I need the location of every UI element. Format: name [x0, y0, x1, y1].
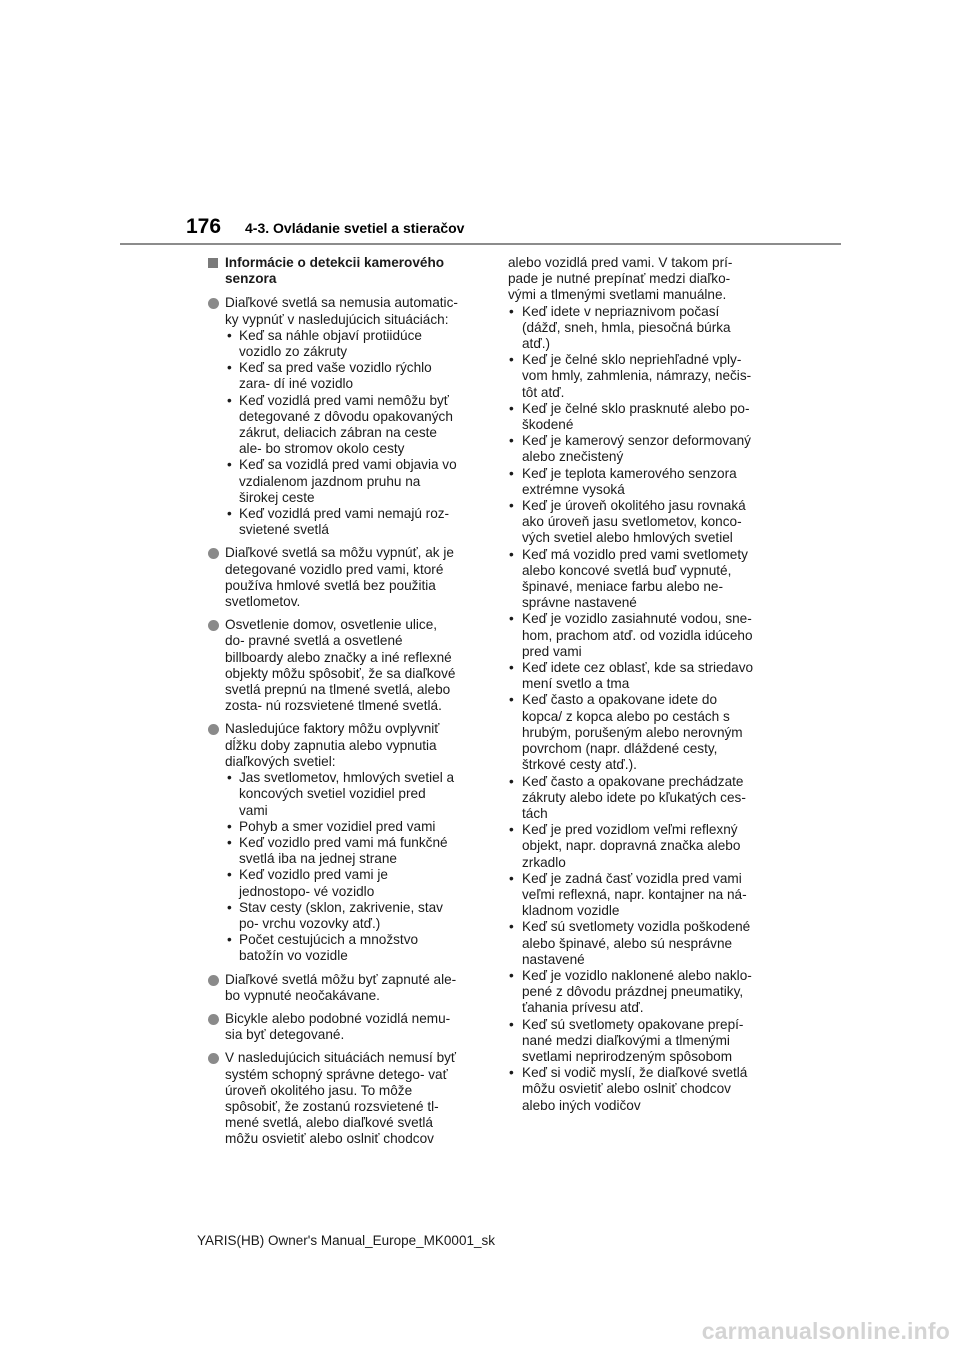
list-item: • Keď je teplota kamerového senzora extrémne vysoká [491, 466, 756, 498]
paragraph-7 [208, 1050, 458, 1147]
paragraph-text: Diaľkové svetlá môžu byť zapnuté ale- bo vypnuté neočakávane. [225, 971, 457, 1003]
list-item: • Keď má vozidlo pred vami svetlomety alebo koncové svetlá buď vypnuté, špinavé, meniace farbu alebo ne- správne nastavené [491, 547, 756, 612]
right-column [491, 255, 756, 1114]
paragraph-text: Nasledujúce faktory môžu ovplyvniť dĺžku doby zapnutia alebo vypnutia diaľkových svetiel: [225, 721, 440, 769]
list-item: • Keď často a opakovane prechádzate zákruty alebo idete po kľukatých ces- tách [491, 774, 756, 823]
list-item: • Keď idete v nepriaznivom počasí (dážď, sneh, hmla, piesočná búrka atď.) [491, 304, 756, 353]
list-item: • Keď vozidlo pred vami je jednostopo- vé vozidlo [225, 867, 458, 899]
list-item: • Počet cestujúcich a množstvo batožín vo vozidle [225, 932, 458, 964]
paragraph-text: Diaľkové svetlá sa môžu vypnúť, ak je detegované vozidlo pred vami, ktoré používa hmlové svetlá bez použitia svetlometov. [225, 545, 454, 610]
circle-bullet-icon [208, 975, 219, 986]
list-item: • Keď je pred vozidlom veľmi reflexný objekt, napr. dopravná značka alebo zrkadlo [491, 822, 756, 871]
paragraph-text: Bicykle alebo podobné vozidlá nemu- sia byť detegované. [225, 1010, 451, 1043]
list-item: • Pohyb a smer vozidiel pred vami [225, 819, 458, 835]
left-column [208, 255, 458, 1155]
list-item: • Keď sa náhle objaví protiidúce vozidlo zo zákruty [225, 328, 458, 360]
circle-bullet-icon [208, 620, 219, 631]
list-item: • Keď sa vozidlá pred vami objavia vo vzdialenom jazdnom pruhu na širokej ceste [225, 457, 458, 506]
bullet-list [491, 304, 756, 1114]
list-item: • Keď sa pred vaše vozidlo rýchlo zara- dí iné vozidlo [225, 360, 458, 392]
list-item: • Keď je čelné sklo prasknuté alebo po- škodené [491, 401, 756, 433]
circle-bullet-icon [208, 724, 219, 735]
section-heading [208, 255, 458, 287]
section-title: 4-3. Ovládanie svetiel a stieračov [245, 220, 465, 236]
list-item: • Keď sú svetlomety vozidla poškodené alebo špinavé, alebo sú nesprávne nastavené [491, 919, 756, 968]
bullet-list [225, 328, 458, 539]
list-item: • Keď si vodič myslí, že diaľkové svetlá môžu osvietiť alebo oslniť chodcov alebo iných vodičov [491, 1065, 756, 1114]
list-item: • Keď idete cez oblasť, kde sa striedavo mení svetlo a tma [491, 660, 756, 692]
header-divider [120, 243, 841, 245]
list-item: • Keď sú svetlomety opakovane prepí- nané medzi diaľkovými a tlmenými svetlami neprirodzeným spôsobom [491, 1017, 756, 1066]
circle-bullet-icon [208, 298, 219, 309]
list-item: • Keď je čelné sklo nepriehľadné vply- vom hmly, zahmlenia, námrazy, nečis- tôt atď. [491, 352, 756, 401]
section-heading-text: Informácie o detekcii kamerového senzora [225, 255, 445, 287]
list-item: • Keď je úroveň okolitého jasu rovnaká ako úroveň jasu svetlometov, konco- vých svetiel alebo hmlových svetiel [491, 498, 756, 547]
paragraph-4 [208, 721, 458, 964]
list-item: • Keď často a opakovane idete do kopca/ z kopca alebo po cestách s hrubým, porušeným alebo nerovným povrchom (napr. dláždené cesty, štrkové cesty atď.). [491, 692, 756, 773]
paragraph-text: V nasledujúcich situáciách nemusí byť systém schopný správne detego- vať úroveň okolitého jasu. To môže spôsobiť, že zostanú rozsvietené tl- mené svetlá, alebo diaľkové svetlá môžu osvietiť alebo oslniť chodcov [225, 1050, 457, 1147]
page-number: 176 [186, 215, 222, 238]
paragraph-5 [208, 972, 458, 1004]
paragraph-2 [208, 545, 458, 610]
paragraph-text: Osvetlenie domov, osvetlenie ulice, do- pravné svetlá a osvetlené billboardy alebo značky a iné reflexné objekty môžu spôsobiť, že sa diaľkové svetlá prepnú na tlmené svetlá, alebo zosta- nú rozsvietené tlmené svetlá. [225, 617, 456, 714]
list-item: • Keď vozidlá pred vami nemajú roz- svietené svetlá [225, 506, 458, 538]
circle-bullet-icon [208, 1014, 219, 1025]
circle-bullet-icon [208, 548, 219, 559]
list-item: • Keď je kamerový senzor deformovaný alebo znečistený [491, 433, 756, 465]
watermark: carmanualsonline.info [701, 1318, 950, 1344]
list-item: • Keď je vozidlo zasiahnuté vodou, sne- hom, prachom atď. od vozidla idúceho pred vami [491, 611, 756, 660]
square-bullet-icon [208, 258, 218, 268]
paragraph-1 [208, 295, 458, 538]
list-item: • Keď je zadná časť vozidla pred vami veľmi reflexná, napr. kontajner na ná- kladnom vozidle [491, 871, 756, 920]
list-item: • Keď vozidlo pred vami má funkčné svetlá iba na jednej strane [225, 835, 458, 867]
list-item: • Stav cesty (sklon, zakrivenie, stav po- vrchu vozovky atď.) [225, 900, 458, 932]
paragraph-6 [208, 1011, 458, 1043]
paragraph-text: Diaľkové svetlá sa nemusia automatic- ky vypnúť v nasledujúcich situáciách: [225, 295, 458, 327]
list-item: • Keď vozidlá pred vami nemôžu byť detegované z dôvodu opakovaných zákrut, deliacich zábran na ceste ale- bo stromov okolo cesty [225, 393, 458, 458]
paragraph-3 [208, 617, 458, 714]
paragraph-continuation: alebo vozidlá pred vami. V takom prí- pade je nutné prepínať medzi diaľko- vými a tlmenými svetlami manuálne. [508, 255, 733, 303]
circle-bullet-icon [208, 1053, 219, 1064]
footer-manual-id: YARIS(HB) Owner's Manual_Europe_MK0001_sk [197, 1233, 495, 1248]
list-item: • Jas svetlometov, hmlových svetiel a koncových svetiel vozidiel pred vami [225, 770, 458, 819]
list-item: • Keď je vozidlo naklonené alebo naklo- pené z dôvodu prázdnej pneumatiky, ťahania prívesu atď. [491, 968, 756, 1017]
bullet-list [225, 770, 458, 964]
